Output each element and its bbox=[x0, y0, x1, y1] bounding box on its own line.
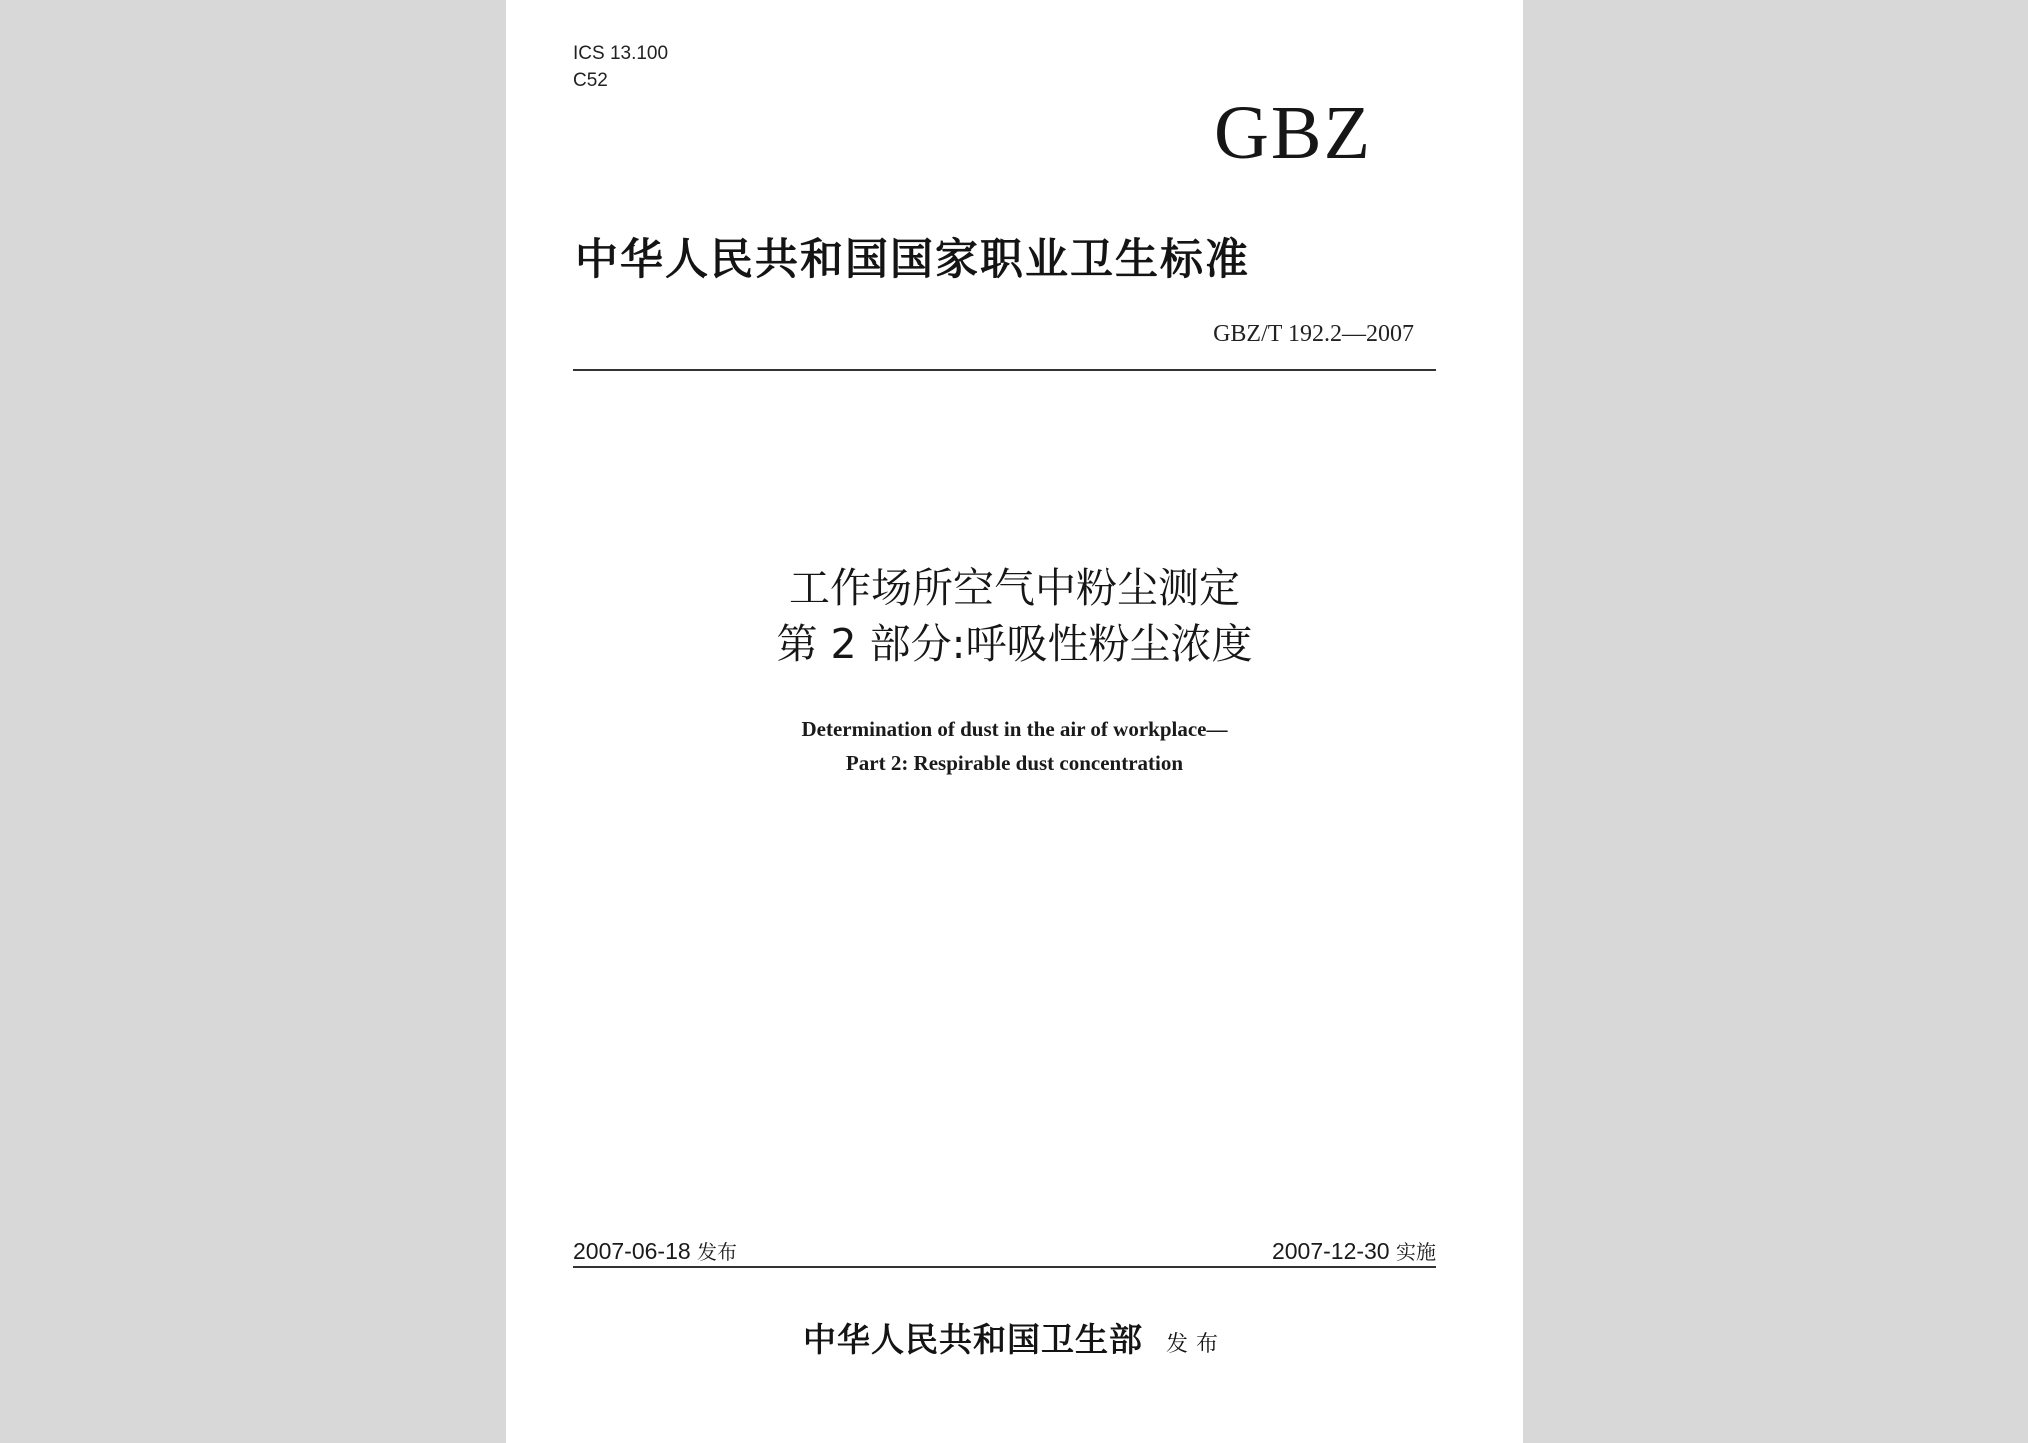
document-page bbox=[506, 0, 1523, 1443]
publisher-line bbox=[506, 1314, 1523, 1361]
issue-date-suffix: 发布 bbox=[697, 1242, 738, 1264]
chinese-title-line-2: 第 2 部分:呼吸性粉尘浓度 bbox=[776, 620, 1253, 668]
publisher-name: 中华人民共和国卫生部 bbox=[802, 1320, 1143, 1359]
implementation-date bbox=[1272, 1236, 1436, 1268]
standard-title: 中华人民共和国国家职业卫生标准 bbox=[575, 235, 1250, 285]
classification-block bbox=[573, 40, 668, 94]
chinese-title-line-1: 工作场所空气中粉尘测定 bbox=[789, 564, 1240, 612]
publisher-verb: 发布 bbox=[1166, 1332, 1227, 1357]
footer-divider bbox=[573, 1266, 1436, 1268]
chinese-title bbox=[506, 560, 1523, 672]
gbz-logo: GBZ bbox=[1214, 91, 1372, 175]
standard-code: GBZ/T 192.2—2007 bbox=[1213, 321, 1414, 347]
issue-date-value: 2007-06-18 bbox=[573, 1238, 691, 1264]
implementation-date-suffix: 实施 bbox=[1396, 1242, 1436, 1264]
english-title bbox=[506, 712, 1523, 780]
english-title-line-1: Determination of dust in the air of workplace— bbox=[801, 717, 1228, 741]
implementation-date-value: 2007-12-30 bbox=[1271, 1238, 1390, 1264]
header-divider bbox=[573, 369, 1436, 371]
issue-date bbox=[573, 1236, 737, 1268]
english-title-line-2: Part 2: Respirable dust concentration bbox=[845, 751, 1184, 775]
ics-code: ICS 13.100 bbox=[573, 43, 669, 64]
ccs-code: C52 bbox=[573, 70, 608, 91]
